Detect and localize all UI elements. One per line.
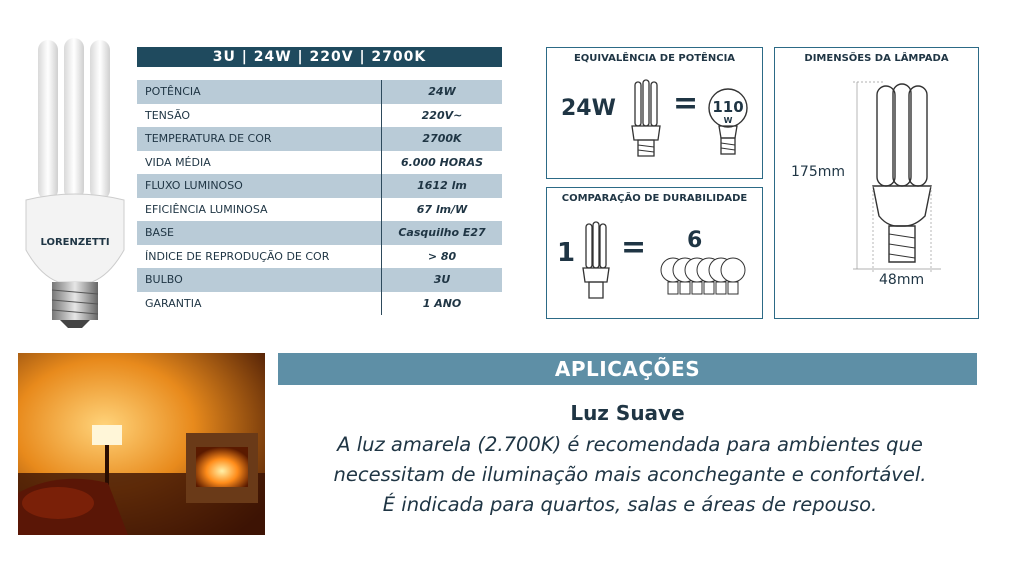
- spec-label: POTÊNCIA: [137, 80, 382, 104]
- table-row: [137, 104, 502, 128]
- description-line: É indicada para quartos, salas e áreas de repouso.: [382, 493, 878, 516]
- table-row: [137, 80, 502, 104]
- spec-label: EFICIÊNCIA LUMINOSA: [137, 198, 382, 222]
- durability-title: COMPARAÇÃO DE DURABILIDADE: [561, 193, 748, 204]
- equivalence-panel: [546, 47, 763, 179]
- equivalence-left: 24W: [561, 96, 616, 121]
- spec-value: 3U: [433, 273, 451, 286]
- durability-right: 6: [687, 228, 703, 253]
- spec-label: VIDA MÉDIA: [137, 151, 382, 175]
- brand-logo: LORENZETTI: [40, 237, 110, 248]
- living-room-photo: [18, 353, 265, 535]
- cfl-bulb-icon: [629, 76, 663, 164]
- durability-left: 1: [557, 238, 576, 268]
- spec-label: BULBO: [137, 268, 382, 292]
- incandescent-bulbs-icon: [659, 254, 747, 304]
- table-row: [137, 198, 502, 222]
- equals-sign: =: [621, 230, 647, 265]
- description-line: A luz amarela (2.700K) é recomendada para ambientes que: [337, 433, 923, 456]
- equivalence-title: EQUIVALÊNCIA DE POTÊNCIA: [573, 53, 736, 64]
- spec-header: 3U | 24W | 220V | 2700K: [137, 47, 502, 67]
- durability-panel: [546, 187, 763, 319]
- applications-bar: APLICAÇÕES: [278, 353, 977, 385]
- spec-value: Casquilho E27: [398, 226, 486, 239]
- spec-label: ÍNDICE DE REPRODUÇÃO DE COR: [137, 245, 382, 269]
- spec-value: 220V~: [421, 108, 463, 122]
- spec-label: TENSÃO: [137, 104, 382, 128]
- spec-value: 2700K: [422, 132, 462, 145]
- table-row: [137, 127, 502, 151]
- spec-value: 1612 lm: [417, 179, 467, 192]
- equals-sign: =: [673, 86, 699, 121]
- spec-table: [137, 80, 502, 315]
- spec-label: FLUXO LUMINOSO: [137, 174, 382, 198]
- lamp-product-image: [20, 30, 130, 330]
- applications-description: [300, 430, 960, 520]
- incandescent-unit: W: [723, 116, 733, 125]
- incandescent-watts: 110: [712, 98, 744, 116]
- table-row: [137, 245, 502, 269]
- description-line: necessitam de iluminação mais aconchegante e confortável.: [333, 463, 927, 486]
- spec-value: 67 lm/W: [416, 202, 468, 216]
- dimensions-panel: [774, 47, 979, 319]
- spec-value: 6.000 HORAS: [400, 155, 484, 169]
- spec-value: 1 ANO: [422, 296, 462, 310]
- table-row: [137, 221, 502, 245]
- table-row: [137, 151, 502, 175]
- dimension-width: 48mm: [879, 272, 925, 288]
- spec-label: BASE: [137, 221, 382, 245]
- cfl-bulb-icon: [581, 218, 611, 306]
- spec-value: 24W: [428, 85, 456, 98]
- dimensions-title: DIMENSÕES DA LÂMPADA: [804, 53, 949, 64]
- dimension-height: 175mm: [791, 164, 845, 180]
- table-row: [137, 292, 502, 316]
- spec-label: TEMPERATURA DE COR: [137, 127, 382, 151]
- table-row: [137, 268, 502, 292]
- spec-value: > 80: [427, 249, 457, 263]
- lamp-dimension-drawing: [845, 74, 945, 304]
- table-row: [137, 174, 502, 198]
- spec-label: GARANTIA: [137, 292, 382, 316]
- applications-title: Luz Suave: [570, 401, 685, 425]
